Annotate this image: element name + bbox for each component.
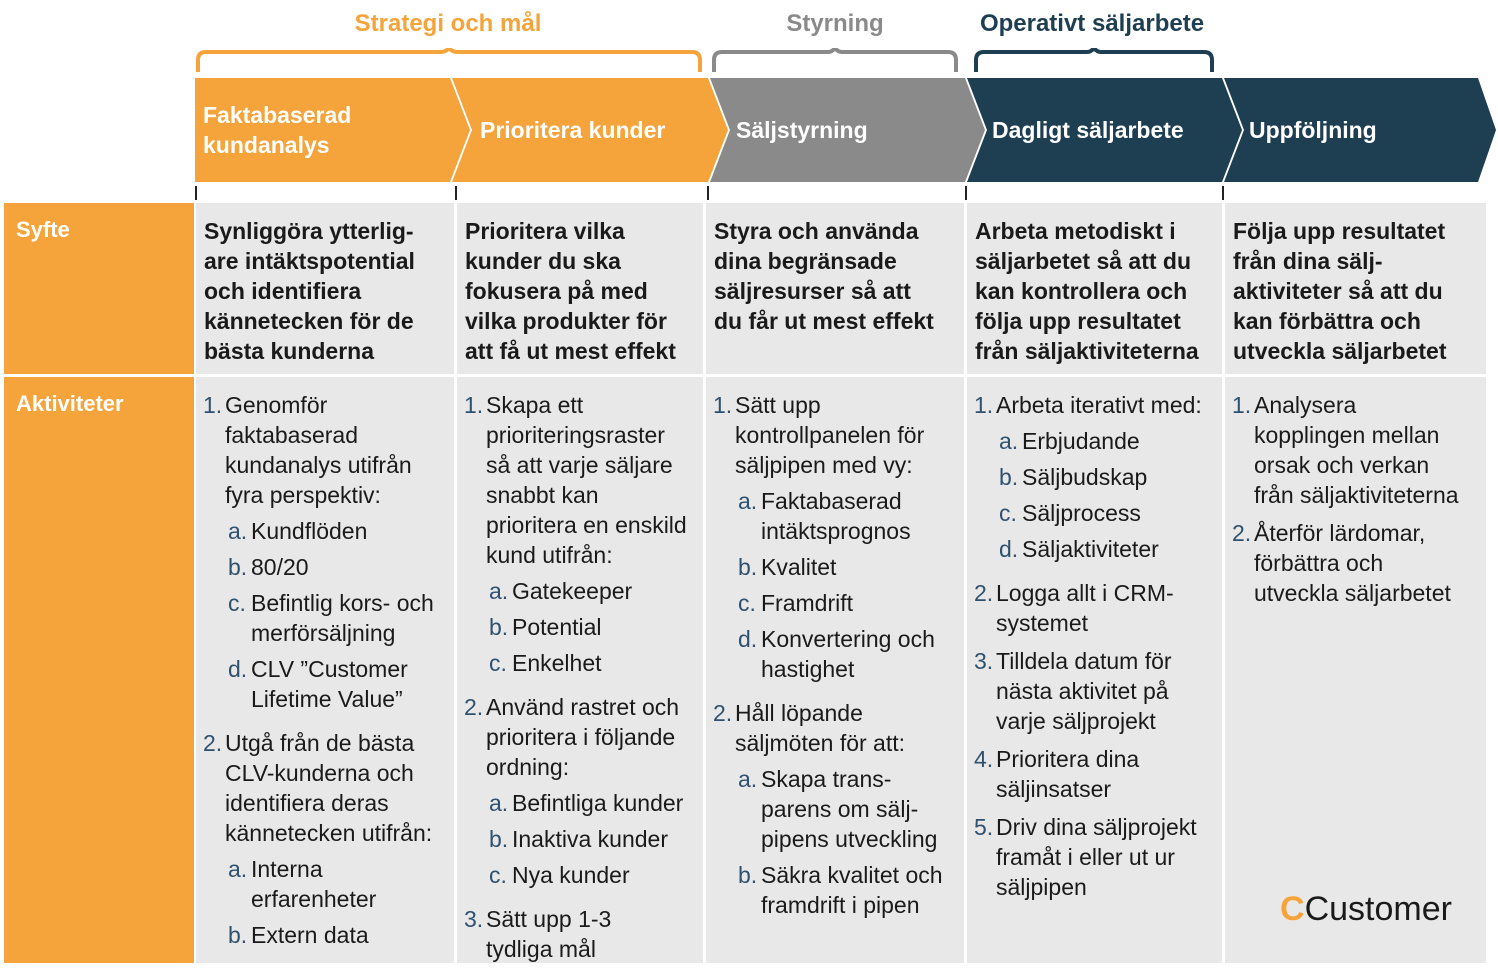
sub-text — [761, 764, 962, 854]
activity-body — [996, 646, 1220, 736]
sub-letter: a. — [489, 790, 509, 816]
sub-item — [486, 824, 701, 854]
sub-letter: a. — [738, 488, 758, 514]
activity-item — [1232, 518, 1484, 608]
text-line: Använd rastret och — [486, 694, 680, 720]
purpose-cell-2: Prioritera vilka kunder du ska fokusera på med vilka produkter för att få ut mest effekt — [457, 203, 703, 374]
text-line: erfarenheter — [251, 886, 377, 912]
activity-item — [464, 390, 701, 684]
text-line: Potential — [512, 614, 602, 640]
sub-text — [251, 516, 452, 546]
text-line: nästa aktivitet på — [996, 678, 1169, 704]
sub-text — [1022, 462, 1220, 492]
activity-text — [735, 390, 962, 480]
text-line: Befintliga kunder — [512, 790, 684, 816]
text-line: kopplingen mellan — [1254, 422, 1440, 448]
sub-letter: c. — [489, 650, 507, 676]
sub-letter: d. — [999, 536, 1019, 562]
text-line: fyra perspektiv: — [225, 482, 381, 508]
activity-number: 2. — [713, 700, 733, 726]
text-line: Lifetime Value” — [251, 686, 403, 712]
text-line: Kvalitet — [761, 554, 837, 580]
sub-list — [735, 764, 962, 920]
activity-item — [203, 728, 452, 956]
sub-text — [251, 854, 452, 914]
ccustomer-logo: CCustomer — [1280, 890, 1452, 928]
text-line: systemet — [996, 610, 1089, 636]
text-line: Skapa trans- — [761, 766, 892, 792]
sub-item — [486, 788, 701, 818]
sub-item — [735, 764, 962, 854]
text-line: Erbjudande — [1022, 428, 1140, 454]
text-line: Nya kunder — [512, 862, 630, 888]
text-line: Sätt upp 1-3 — [486, 906, 612, 932]
sub-list — [486, 788, 701, 890]
text-line: Extern data — [251, 922, 369, 948]
activity-body — [486, 904, 701, 964]
step-label-dagligt: Dagligt säljarbete — [992, 117, 1184, 143]
text-line: CLV-kunderna och — [225, 760, 414, 786]
text-line: kontrollpanelen för — [735, 422, 925, 448]
row-label-aktiviteter: Aktiviteter — [4, 377, 194, 963]
group-title-styrning: Styrning — [786, 10, 884, 37]
text-line: Säljbudskap — [1022, 464, 1148, 490]
activity-body — [996, 812, 1220, 902]
text-line: hastighet — [761, 656, 855, 682]
text-line: Enkelhet — [512, 650, 602, 676]
activity-item — [203, 390, 452, 720]
sub-text — [1022, 426, 1220, 456]
sub-text — [251, 920, 452, 950]
text-line: intäktsprognos — [761, 518, 911, 544]
activity-text — [486, 390, 701, 570]
activity-number: 5. — [974, 814, 994, 840]
sub-text — [251, 654, 452, 714]
text-line: merförsäljning — [251, 620, 396, 646]
sub-letter: a. — [228, 856, 248, 882]
activities-cell-4 — [967, 377, 1222, 963]
text-line: Konvertering och — [761, 626, 935, 652]
activity-body — [1254, 390, 1484, 510]
activity-item — [464, 904, 701, 964]
tick — [455, 186, 457, 200]
tick — [195, 186, 197, 200]
text-line: orsak och verkan — [1254, 452, 1430, 478]
text-line: Återför lärdomar, — [1254, 520, 1426, 546]
sub-item — [735, 486, 962, 546]
sub-item — [996, 426, 1220, 456]
sub-text — [512, 612, 701, 642]
sub-item — [225, 854, 452, 914]
sub-item — [225, 588, 452, 648]
text-line: pipens utveckling — [761, 826, 938, 852]
sub-text — [761, 860, 962, 920]
sub-letter: a. — [489, 578, 509, 604]
sub-item — [225, 920, 452, 950]
text-line: Faktabaserad — [761, 488, 902, 514]
sub-letter: d. — [228, 656, 248, 682]
activity-text — [996, 812, 1220, 902]
text-line: prioritera i följande — [486, 724, 676, 750]
sub-text — [1022, 534, 1220, 564]
text-line: CLV ”Customer — [251, 656, 408, 682]
sub-item — [996, 498, 1220, 528]
text-line: framdrift i pipen — [761, 892, 920, 918]
text-line: Sätt upp — [735, 392, 821, 418]
sub-list — [225, 854, 452, 950]
text-line: Genomför — [225, 392, 328, 418]
sub-item — [486, 860, 701, 890]
activities-cell-2 — [457, 377, 703, 963]
sub-text — [512, 788, 701, 818]
activity-item — [974, 812, 1220, 902]
activity-body — [735, 390, 962, 690]
text-line: Befintlig kors- och — [251, 590, 434, 616]
activity-number: 1. — [713, 392, 733, 418]
text-line: tydliga mål — [486, 936, 596, 962]
activity-number: 2. — [464, 694, 484, 720]
sub-list — [996, 426, 1220, 564]
activity-text — [225, 728, 452, 848]
activity-text — [225, 390, 452, 510]
text-line: prioriteringsraster — [486, 422, 665, 448]
step-label-uppfoljning: Uppföljning — [1249, 117, 1377, 143]
sub-list — [486, 576, 701, 678]
sub-text — [761, 624, 962, 684]
text-line: utveckla säljarbetet — [1254, 580, 1451, 606]
text-line: Kundflöden — [251, 518, 368, 544]
sub-list — [225, 516, 452, 714]
text-line: framåt i eller ut ur — [996, 844, 1175, 870]
text-line: Håll löpande — [735, 700, 863, 726]
activity-item — [974, 578, 1220, 638]
activity-text — [996, 744, 1220, 804]
sub-text — [761, 552, 962, 582]
activity-number: 2. — [1232, 520, 1252, 546]
purpose-cell-5: Följa upp resultatet från dina sälj- aktiviteter så att du kan förbättra och utveckla säljarbetet — [1225, 203, 1486, 374]
text-line: Arbeta iterativt med: — [996, 392, 1202, 418]
activities-cell-3 — [706, 377, 964, 963]
activity-number: 1. — [464, 392, 484, 418]
activity-item — [713, 390, 962, 690]
text-line: Skapa ett — [486, 392, 584, 418]
text-line: varje säljprojekt — [996, 708, 1156, 734]
text-line: snabbt kan — [486, 482, 599, 508]
text-line: Gatekeeper — [512, 578, 633, 604]
text-line: säljpipen — [996, 874, 1087, 900]
sub-letter: b. — [738, 862, 758, 888]
text-line: Driv dina säljprojekt — [996, 814, 1197, 840]
sub-item — [735, 860, 962, 920]
text-line: Säljprocess — [1022, 500, 1141, 526]
sub-letter: c. — [738, 590, 756, 616]
sub-item — [486, 576, 701, 606]
sub-item — [225, 654, 452, 714]
group-title-strategi: Strategi och mål — [354, 10, 542, 37]
activity-text — [486, 904, 701, 964]
activity-body — [225, 390, 452, 720]
activity-body — [996, 744, 1220, 804]
sub-item — [486, 612, 701, 642]
sub-text — [761, 588, 962, 618]
activity-number: 1. — [203, 392, 223, 418]
activity-body — [735, 698, 962, 926]
sub-letter: b. — [738, 554, 758, 580]
activity-item — [1232, 390, 1484, 510]
activity-body — [486, 692, 701, 896]
sub-item — [996, 462, 1220, 492]
activities-cell-1 — [196, 377, 454, 963]
sub-text — [512, 576, 701, 606]
text-line: Analysera — [1254, 392, 1357, 418]
text-line: Säkra kvalitet och — [761, 862, 943, 888]
sub-item — [735, 552, 962, 582]
activity-number: 2. — [974, 580, 994, 606]
activity-text — [996, 646, 1220, 736]
sub-letter: b. — [228, 554, 248, 580]
sub-letter: b. — [999, 464, 1019, 490]
purpose-cell-4: Arbeta metodiskt i säljarbetet så att du kan kontrollera och följa upp resultatet från säljaktiviteterna — [967, 203, 1222, 374]
activity-text — [996, 578, 1220, 638]
text-line: kundanalys utifrån — [225, 452, 412, 478]
text-line: säljmöten för att: — [735, 730, 906, 756]
activity-body — [996, 390, 1220, 570]
purpose-cell-1: Synliggöra ytterlig- are intäktspotential och identifiera kännetecken för de bästa kunderna — [196, 203, 454, 374]
purpose-cell-3: Styra och använda dina begränsade säljresurser så att du får ut mest effekt — [706, 203, 964, 374]
sub-text — [512, 860, 701, 890]
activity-number: 1. — [1232, 392, 1252, 418]
sub-text — [512, 648, 701, 678]
sub-list — [735, 486, 962, 684]
text-line: Interna — [251, 856, 323, 882]
text-line: Säljaktiviteter — [1022, 536, 1159, 562]
text-line: kund utifrån: — [486, 542, 613, 568]
group-title-operativt: Operativt säljarbete — [979, 10, 1205, 37]
activity-number: 1. — [974, 392, 994, 418]
text-line: Framdrift — [761, 590, 853, 616]
sub-letter: c. — [999, 500, 1017, 526]
sub-item — [225, 552, 452, 582]
activity-text — [486, 692, 701, 782]
sub-text — [251, 588, 452, 648]
activities-cell-5 — [1225, 377, 1486, 963]
sub-letter: c. — [489, 862, 507, 888]
text-line: säljinsatser — [996, 776, 1112, 802]
text-line: identifiera deras — [225, 790, 389, 816]
activity-item — [713, 698, 962, 926]
sub-letter: c. — [228, 590, 246, 616]
row-label-syfte: Syfte — [4, 203, 194, 374]
activity-body — [486, 390, 701, 684]
activity-body — [996, 578, 1220, 638]
text-line: Tilldela datum för — [996, 648, 1172, 674]
step-label-saljstyrning: Säljstyrning — [736, 117, 868, 143]
step-label-prioritera: Prioritera kunder — [480, 117, 666, 143]
sub-text — [761, 486, 962, 546]
text-line: förbättra och — [1254, 550, 1384, 576]
text-line: från säljaktiviteterna — [1254, 482, 1459, 508]
activity-number: 2. — [203, 730, 223, 756]
tick — [1222, 186, 1224, 200]
text-line: parens om sälj- — [761, 796, 919, 822]
sub-letter: a. — [738, 766, 758, 792]
activity-body — [225, 728, 452, 956]
text-line: säljpipen med vy: — [735, 452, 913, 478]
sub-item — [996, 534, 1220, 564]
sub-item — [225, 516, 452, 546]
activity-item — [974, 390, 1220, 570]
sub-letter: b. — [489, 614, 509, 640]
activity-text — [1254, 390, 1484, 510]
tick — [707, 186, 709, 200]
activity-number: 4. — [974, 746, 994, 772]
text-line: prioritera en enskild — [486, 512, 687, 538]
step-label-faktabaserad: Faktabaserad kundanalys — [203, 102, 352, 158]
text-line: Inaktiva kunder — [512, 826, 668, 852]
activity-text — [1254, 518, 1484, 608]
text-line: Logga allt i CRM- — [996, 580, 1174, 606]
text-line: kännetecken utifrån: — [225, 820, 433, 846]
sub-letter: b. — [489, 826, 509, 852]
activity-item — [464, 692, 701, 896]
sub-letter: d. — [738, 626, 758, 652]
sub-letter: a. — [228, 518, 248, 544]
sub-item — [735, 588, 962, 618]
sub-text — [1022, 498, 1220, 528]
text-line: faktabaserad — [225, 422, 358, 448]
text-line: Prioritera dina — [996, 746, 1140, 772]
sub-item — [486, 648, 701, 678]
activity-number: 3. — [464, 906, 484, 932]
sub-letter: b. — [228, 922, 248, 948]
sub-text — [251, 552, 452, 582]
activity-number: 3. — [974, 648, 994, 674]
sub-text — [512, 824, 701, 854]
text-line: Utgå från de bästa — [225, 730, 415, 756]
sub-letter: a. — [999, 428, 1019, 454]
activity-text — [996, 390, 1220, 420]
text-line: ordning: — [486, 754, 570, 780]
activity-body — [1254, 518, 1484, 608]
text-line: så att varje säljare — [486, 452, 673, 478]
activity-item — [974, 744, 1220, 804]
text-line: 80/20 — [251, 554, 309, 580]
sub-item — [735, 624, 962, 684]
activity-text — [735, 698, 962, 758]
activity-item — [974, 646, 1220, 736]
tick — [965, 186, 967, 200]
